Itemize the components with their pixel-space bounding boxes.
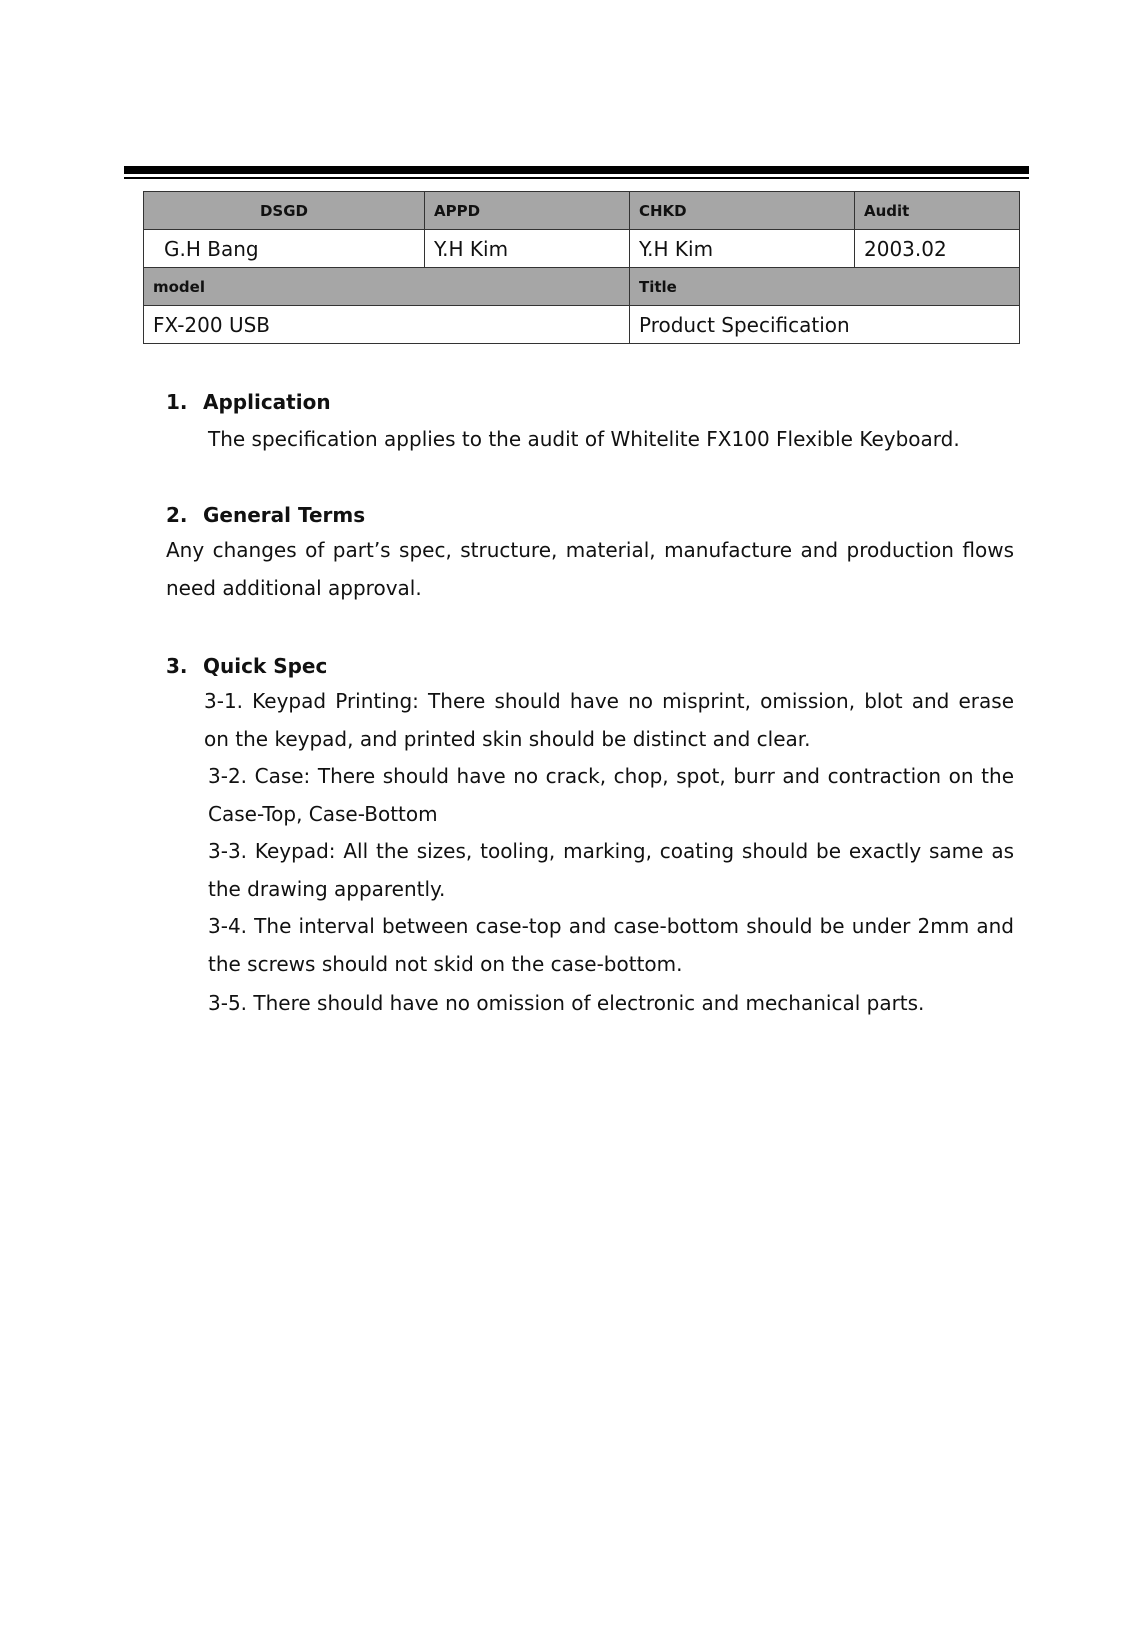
section-2-text: Any changes of part’s spec, structure, material, manufacture and production flows need additional approval. [166,538,1014,600]
section-heading-text: Application [203,390,331,414]
section-3-heading [166,654,327,678]
chkd-header: CHKD [630,192,855,230]
dsgd-value: G.H Bang [144,230,425,268]
meta-value-row [144,230,1020,268]
appd-header: APPD [425,192,630,230]
section-number: 1. [166,390,188,414]
model-header: model [144,268,630,306]
section-1-text: The specification applies to the audit of Whitelite FX100 Flexible Keyboard. [208,427,960,451]
meta-header-row [144,192,1020,230]
audit-value: 2003.02 [855,230,1020,268]
section-number: 3. [166,654,188,678]
dsgd-header: DSGD [144,192,425,230]
header-rule-thick [124,166,1029,174]
section-2-heading [166,503,365,527]
chkd-value: Y.H Kim [630,230,855,268]
title-header: Title [630,268,1020,306]
section-heading-text: Quick Spec [203,654,328,678]
meta-header-row-2 [144,268,1020,306]
header-rule-thin [124,177,1029,179]
spec-item-3: 3-3. Keypad: All the sizes, tooling, marking, coating should be exactly same as the drawing apparently. [208,839,1014,901]
spec-item-2: 3-2. Case: There should have no crack, chop, spot, burr and contraction on the Case-Top, Case-Bottom [208,764,1014,826]
model-value: FX-200 USB [144,306,630,344]
document-meta-table [143,191,1020,344]
spec-item-4: 3-4. The interval between case-top and case-bottom should be under 2mm and the screws should not skid on the case-bottom. [208,914,1014,976]
spec-item-5: 3-5. There should have no omission of electronic and mechanical parts. [208,991,925,1015]
title-value: Product Specification [630,306,1020,344]
section-1-heading [166,390,331,414]
appd-value: Y.H Kim [425,230,630,268]
section-number: 2. [166,503,188,527]
meta-value-row-2 [144,306,1020,344]
section-heading-text: General Terms [203,503,366,527]
spec-item-1: 3-1. Keypad Printing: There should have no misprint, omission, blot and erase on the keypad, and printed skin should be distinct and clear. [204,689,1014,751]
audit-header: Audit [855,192,1020,230]
